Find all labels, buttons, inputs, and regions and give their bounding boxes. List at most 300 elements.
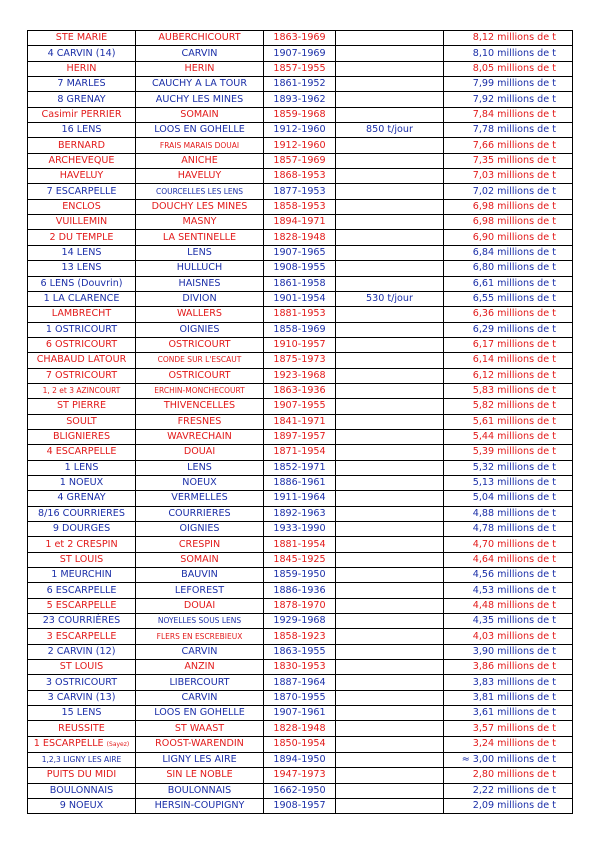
- production-text: 5,44 millions de t: [472, 431, 556, 443]
- daily-rate-cell: [336, 153, 444, 168]
- table-row: [28, 184, 573, 199]
- commune-text: SIN LE NOBLE: [166, 769, 233, 781]
- pit-name-text: 16 LENS: [61, 124, 102, 136]
- period-text: 1662-1950: [273, 784, 326, 796]
- production-cell: [444, 568, 573, 583]
- commune-cell: [136, 475, 264, 490]
- pit-name-text: 1 NOEUX: [59, 477, 104, 489]
- production-cell: [444, 445, 573, 460]
- pit-name-cell: [28, 460, 136, 475]
- pit-name-text: 3 OSTRICOURT: [45, 676, 118, 688]
- pit-name-cell: [28, 46, 136, 61]
- pit-name-text: HAVELUY: [59, 170, 104, 182]
- production-text: 6,55 millions de t: [472, 293, 556, 305]
- commune-text: CARVIN: [181, 47, 218, 59]
- production-cell: [444, 368, 573, 383]
- period-cell: [264, 644, 336, 659]
- daily-rate-cell: [336, 107, 444, 122]
- pit-name-text: 7 MARLES: [57, 78, 106, 90]
- production-cell: [444, 199, 573, 214]
- pit-name-cell: [28, 31, 136, 46]
- daily-rate-cell: [336, 92, 444, 107]
- production-text: 7,99 millions de t: [472, 78, 556, 90]
- period-cell: [264, 61, 336, 76]
- table-row: [28, 660, 573, 675]
- period-cell: [264, 307, 336, 322]
- table-row: [28, 153, 573, 168]
- table-row: [28, 798, 573, 813]
- production-cell: [444, 337, 573, 352]
- pit-name-cell: [28, 690, 136, 705]
- production-text: 5,13 millions de t: [472, 477, 556, 489]
- pit-name-cell: [28, 399, 136, 414]
- pit-name-text: ST LOUIS: [59, 553, 104, 565]
- commune-text: BOULONNAIS: [167, 784, 232, 796]
- pit-name-text: 1, 2 et 3 AZINCOURT: [42, 386, 121, 396]
- period-cell: [264, 583, 336, 598]
- period-cell: [264, 752, 336, 767]
- pit-name-cell: [28, 184, 136, 199]
- commune-text: OSTRICOURT: [168, 339, 231, 351]
- production-cell: [444, 675, 573, 690]
- production-text: 5,83 millions de t: [472, 385, 556, 397]
- production-cell: [444, 276, 573, 291]
- commune-text: WAVRECHAIN: [167, 431, 232, 443]
- period-cell: [264, 276, 336, 291]
- production-text: 5,61 millions de t: [472, 415, 556, 427]
- period-cell: [264, 399, 336, 414]
- pit-name-text: 1 et 2 CRESPIN: [45, 538, 118, 550]
- pit-name-cell: [28, 107, 136, 122]
- period-cell: [264, 706, 336, 721]
- commune-cell: [136, 353, 264, 368]
- table-row: [28, 598, 573, 613]
- pit-name-text: 2 CARVIN (12): [47, 645, 116, 657]
- pit-name-cell: [28, 169, 136, 184]
- production-cell: [444, 138, 573, 153]
- production-text: 7,84 millions de t: [472, 108, 556, 120]
- pit-name-cell: [28, 414, 136, 429]
- commune-cell: [136, 184, 264, 199]
- pit-name-text: SOULT: [66, 415, 97, 427]
- period-text: 1929-1968: [273, 615, 326, 627]
- pit-name-cell: [28, 153, 136, 168]
- pit-name-cell: [28, 138, 136, 153]
- production-text: 3,24 millions de t: [472, 738, 556, 750]
- period-cell: [264, 506, 336, 521]
- production-text: 4,78 millions de t: [472, 523, 556, 535]
- table-row: [28, 614, 573, 629]
- pit-name-text: ST LOUIS: [59, 661, 104, 673]
- commune-cell: [136, 783, 264, 798]
- table-row: [28, 522, 573, 537]
- pit-name-cell: [28, 261, 136, 276]
- period-text: 1893-1962: [273, 93, 326, 105]
- daily-rate-cell: [336, 675, 444, 690]
- production-cell: [444, 61, 573, 76]
- commune-cell: [136, 644, 264, 659]
- production-text: 6,84 millions de t: [472, 246, 556, 258]
- production-text: 6,61 millions de t: [472, 277, 556, 289]
- table-row: [28, 383, 573, 398]
- daily-rate-cell: [336, 506, 444, 521]
- daily-rate-cell: [336, 245, 444, 260]
- table-row: [28, 568, 573, 583]
- commune-cell: [136, 92, 264, 107]
- pit-name-text: 1 OSTRICOURT: [45, 323, 118, 335]
- period-text: 1863-1955: [273, 645, 326, 657]
- pit-name-text: ENCLOS: [62, 200, 101, 212]
- production-text: 4,88 millions de t: [472, 507, 556, 519]
- production-text: 7,92 millions de t: [472, 93, 556, 105]
- commune-cell: [136, 291, 264, 306]
- pit-name-cell: [28, 199, 136, 214]
- pit-name-text: BERNARD: [57, 139, 106, 151]
- production-cell: [444, 383, 573, 398]
- production-cell: [444, 752, 573, 767]
- period-cell: [264, 77, 336, 92]
- daily-rate-cell: [336, 475, 444, 490]
- period-text: 1892-1963: [273, 507, 326, 519]
- daily-rate-cell: [336, 368, 444, 383]
- period-cell: [264, 414, 336, 429]
- period-text: 1894-1971: [273, 216, 326, 228]
- pit-name-cell: [28, 768, 136, 783]
- period-text: 1886-1961: [273, 477, 326, 489]
- table-row: [28, 261, 573, 276]
- commune-cell: [136, 583, 264, 598]
- pit-name-text: 2 DU TEMPLE: [49, 231, 114, 243]
- table-body: [28, 31, 573, 814]
- period-text: 1858-1923: [273, 630, 326, 642]
- commune-cell: [136, 107, 264, 122]
- daily-rate-cell: [336, 169, 444, 184]
- pit-name-cell: [28, 798, 136, 813]
- table-row: [28, 307, 573, 322]
- production-text: 8,12 millions de t: [472, 32, 556, 44]
- commune-text: HULLUCH: [176, 262, 223, 274]
- period-cell: [264, 322, 336, 337]
- daily-rate-cell: [336, 522, 444, 537]
- pit-name-text: 3 ESCARPELLE: [46, 630, 117, 642]
- commune-text: HERSIN-COUPIGNY: [154, 800, 245, 812]
- commune-cell: [136, 322, 264, 337]
- daily-rate-cell: [336, 445, 444, 460]
- table-row: [28, 675, 573, 690]
- commune-cell: [136, 522, 264, 537]
- commune-text: CARVIN: [181, 645, 218, 657]
- commune-cell: [136, 31, 264, 46]
- daily-rate-cell: [336, 276, 444, 291]
- pit-name-cell: [28, 77, 136, 92]
- production-cell: [444, 322, 573, 337]
- period-cell: [264, 568, 336, 583]
- production-cell: [444, 92, 573, 107]
- commune-text: FRAIS MARAIS DOUAI: [159, 140, 240, 150]
- production-text: 4,53 millions de t: [472, 584, 556, 596]
- pit-name-text: 1 LA CLARENCE: [43, 293, 120, 305]
- daily-rate-cell: [336, 629, 444, 644]
- commune-cell: [136, 690, 264, 705]
- daily-rate-cell: [336, 552, 444, 567]
- period-text: 1933-1990: [273, 523, 326, 535]
- period-cell: [264, 491, 336, 506]
- commune-cell: [136, 660, 264, 675]
- table-row: [28, 414, 573, 429]
- daily-rate-cell: [336, 184, 444, 199]
- production-text: 3,57 millions de t: [472, 722, 556, 734]
- mine-production-table: [27, 30, 573, 814]
- period-text: 1877-1953: [273, 185, 326, 197]
- period-cell: [264, 552, 336, 567]
- production-cell: [444, 614, 573, 629]
- period-text: 1908-1955: [273, 262, 326, 274]
- pit-name-text: 14 LENS: [61, 246, 102, 258]
- pit-name-cell: [28, 552, 136, 567]
- commune-cell: [136, 752, 264, 767]
- daily-rate-cell: [336, 644, 444, 659]
- period-text: 1852-1971: [273, 461, 326, 473]
- table-row: [28, 199, 573, 214]
- commune-text: DOUAI: [183, 446, 216, 458]
- production-cell: [444, 307, 573, 322]
- daily-rate-cell: [336, 783, 444, 798]
- table-row: [28, 475, 573, 490]
- period-text: 1907-1965: [273, 246, 326, 258]
- table-row: [28, 445, 573, 460]
- commune-cell: [136, 399, 264, 414]
- table-row: [28, 123, 573, 138]
- table-row: [28, 368, 573, 383]
- commune-text: LEFOREST: [174, 584, 225, 596]
- period-cell: [264, 92, 336, 107]
- commune-cell: [136, 414, 264, 429]
- commune-text: HAVELUY: [177, 170, 222, 182]
- production-text: 5,39 millions de t: [472, 446, 556, 458]
- period-text: 1841-1971: [273, 415, 326, 427]
- table-row: [28, 399, 573, 414]
- period-text: 1910-1957: [273, 339, 326, 351]
- period-text: 1850-1954: [273, 738, 326, 750]
- production-text: 3,61 millions de t: [472, 707, 556, 719]
- table-row: [28, 690, 573, 705]
- period-cell: [264, 660, 336, 675]
- commune-cell: [136, 61, 264, 76]
- pit-name-text: 5 ESCARPELLE: [46, 599, 117, 611]
- production-text: 6,98 millions de t: [472, 200, 556, 212]
- period-text: 1923-1968: [273, 369, 326, 381]
- production-cell: [444, 491, 573, 506]
- commune-cell: [136, 768, 264, 783]
- period-text: 1907-1955: [273, 400, 326, 412]
- commune-text: WALLERS: [176, 308, 223, 320]
- production-cell: [444, 31, 573, 46]
- period-cell: [264, 153, 336, 168]
- pit-name-cell: [28, 752, 136, 767]
- table-row: [28, 460, 573, 475]
- period-cell: [264, 107, 336, 122]
- production-text: ≈ 3,00 millions de t: [461, 753, 556, 765]
- commune-text: ERCHIN-MONCHECOURT: [154, 386, 245, 396]
- commune-text: HERIN: [184, 62, 215, 74]
- commune-cell: [136, 675, 264, 690]
- production-text: 4,35 millions de t: [472, 615, 556, 627]
- production-text: 3,90 millions de t: [472, 645, 556, 657]
- commune-text: NOYELLES SOUS LENS: [157, 616, 242, 626]
- production-cell: [444, 153, 573, 168]
- period-cell: [264, 245, 336, 260]
- pit-name-text: 4 GRENAY: [57, 492, 106, 504]
- pit-name-text: ARCHEVEQUE: [48, 154, 115, 166]
- commune-cell: [136, 614, 264, 629]
- production-text: 2,22 millions de t: [472, 784, 556, 796]
- commune-text: VERMELLES: [171, 492, 228, 504]
- commune-cell: [136, 368, 264, 383]
- period-text: 1871-1954: [273, 446, 326, 458]
- pit-name-text: 4 ESCARPELLE: [46, 446, 117, 458]
- production-cell: [444, 783, 573, 798]
- commune-text: COURCELLES LES LENS: [155, 186, 244, 196]
- commune-cell: [136, 123, 264, 138]
- period-cell: [264, 138, 336, 153]
- table-row: [28, 629, 573, 644]
- commune-cell: [136, 307, 264, 322]
- commune-cell: [136, 199, 264, 214]
- pit-name-text: 1,2,3 LIGNY LES AIRE: [41, 754, 122, 764]
- period-text: 1857-1955: [273, 62, 326, 74]
- production-text: 7,66 millions de t: [472, 139, 556, 151]
- period-cell: [264, 353, 336, 368]
- table-row: [28, 107, 573, 122]
- period-cell: [264, 261, 336, 276]
- commune-text: LOOS EN GOHELLE: [154, 124, 245, 136]
- production-cell: [444, 414, 573, 429]
- period-text: 1907-1969: [273, 47, 326, 59]
- production-text: 6,90 millions de t: [472, 231, 556, 243]
- pit-name-cell: [28, 61, 136, 76]
- production-text: 4,70 millions de t: [472, 538, 556, 550]
- period-text: 1911-1964: [273, 492, 326, 504]
- pit-name-text: 7 ESCARPELLE: [46, 185, 117, 197]
- pit-name-text: BOULONNAIS: [49, 784, 114, 796]
- commune-cell: [136, 445, 264, 460]
- commune-cell: [136, 629, 264, 644]
- pit-name-text: 9 DOURGES: [52, 523, 111, 535]
- table-row: [28, 337, 573, 352]
- daily-rate-cell: [336, 199, 444, 214]
- commune-text: CARVIN: [181, 691, 218, 703]
- pit-name-text: LAMBRECHT: [51, 308, 112, 320]
- production-cell: [444, 629, 573, 644]
- commune-text: AUCHY LES MINES: [155, 93, 244, 105]
- period-cell: [264, 383, 336, 398]
- pit-name-text: 7 OSTRICOURT: [45, 369, 118, 381]
- pit-name-cell: [28, 368, 136, 383]
- daily-rate-cell: [336, 123, 444, 138]
- table-row: [28, 783, 573, 798]
- table-row: [28, 215, 573, 230]
- commune-text: LIBERCOURT: [169, 676, 230, 688]
- commune-cell: [136, 598, 264, 613]
- commune-text: NOEUX: [182, 477, 217, 489]
- production-text: 6,98 millions de t: [472, 216, 556, 228]
- commune-cell: [136, 552, 264, 567]
- pit-name-text: VUILLEMIN: [55, 216, 108, 228]
- period-cell: [264, 736, 336, 752]
- period-text: 1947-1973: [273, 769, 326, 781]
- production-cell: [444, 77, 573, 92]
- daily-rate-cell: [336, 138, 444, 153]
- production-text: 5,04 millions de t: [472, 492, 556, 504]
- commune-cell: [136, 798, 264, 813]
- table-row: [28, 768, 573, 783]
- table-row: [28, 736, 573, 752]
- pit-name-cell: [28, 629, 136, 644]
- period-text: 1828-1948: [273, 722, 326, 734]
- commune-cell: [136, 215, 264, 230]
- pit-name-text: PUITS DU MIDI: [46, 769, 117, 781]
- production-text: 7,02 millions de t: [472, 185, 556, 197]
- commune-cell: [136, 169, 264, 184]
- production-cell: [444, 690, 573, 705]
- pit-name-cell: [28, 353, 136, 368]
- commune-text: CRESPIN: [178, 538, 221, 550]
- period-cell: [264, 537, 336, 552]
- commune-cell: [136, 261, 264, 276]
- production-cell: [444, 169, 573, 184]
- pit-name-text: 9 NOEUX: [59, 800, 104, 812]
- pit-name-text: 1 ESCARPELLE: [33, 737, 104, 749]
- daily-rate-cell: [336, 383, 444, 398]
- table-row: [28, 230, 573, 245]
- commune-text: THIVENCELLES: [163, 400, 236, 412]
- commune-text: FLERS EN ESCREBIEUX: [156, 631, 243, 641]
- commune-cell: [136, 245, 264, 260]
- commune-cell: [136, 537, 264, 552]
- period-text: 1845-1925: [273, 553, 326, 565]
- commune-text: COURRIERES: [168, 507, 231, 519]
- pit-name-cell: [28, 783, 136, 798]
- table-row: [28, 31, 573, 46]
- commune-text: CONDE SUR L'ESCAUT: [157, 355, 242, 365]
- commune-text: SOMAIN: [180, 553, 219, 565]
- commune-cell: [136, 383, 264, 398]
- daily-rate-cell: [336, 721, 444, 736]
- production-text: 6,36 millions de t: [472, 308, 556, 320]
- production-text: 6,17 millions de t: [472, 339, 556, 351]
- daily-rate-text: 530 t/jour: [366, 293, 413, 305]
- commune-text: ANICHE: [181, 154, 218, 166]
- daily-rate-cell: [336, 706, 444, 721]
- commune-cell: [136, 491, 264, 506]
- commune-cell: [136, 429, 264, 444]
- pit-name-cell: [28, 660, 136, 675]
- period-cell: [264, 337, 336, 352]
- daily-rate-text: 850 t/jour: [366, 124, 413, 136]
- production-cell: [444, 46, 573, 61]
- daily-rate-cell: [336, 230, 444, 245]
- daily-rate-cell: [336, 598, 444, 613]
- production-cell: [444, 460, 573, 475]
- period-text: 1907-1961: [273, 707, 326, 719]
- commune-text: HAISNES: [178, 277, 221, 289]
- period-cell: [264, 783, 336, 798]
- table-row: [28, 322, 573, 337]
- period-cell: [264, 445, 336, 460]
- pit-name-cell: [28, 291, 136, 306]
- production-cell: [444, 475, 573, 490]
- production-cell: [444, 429, 573, 444]
